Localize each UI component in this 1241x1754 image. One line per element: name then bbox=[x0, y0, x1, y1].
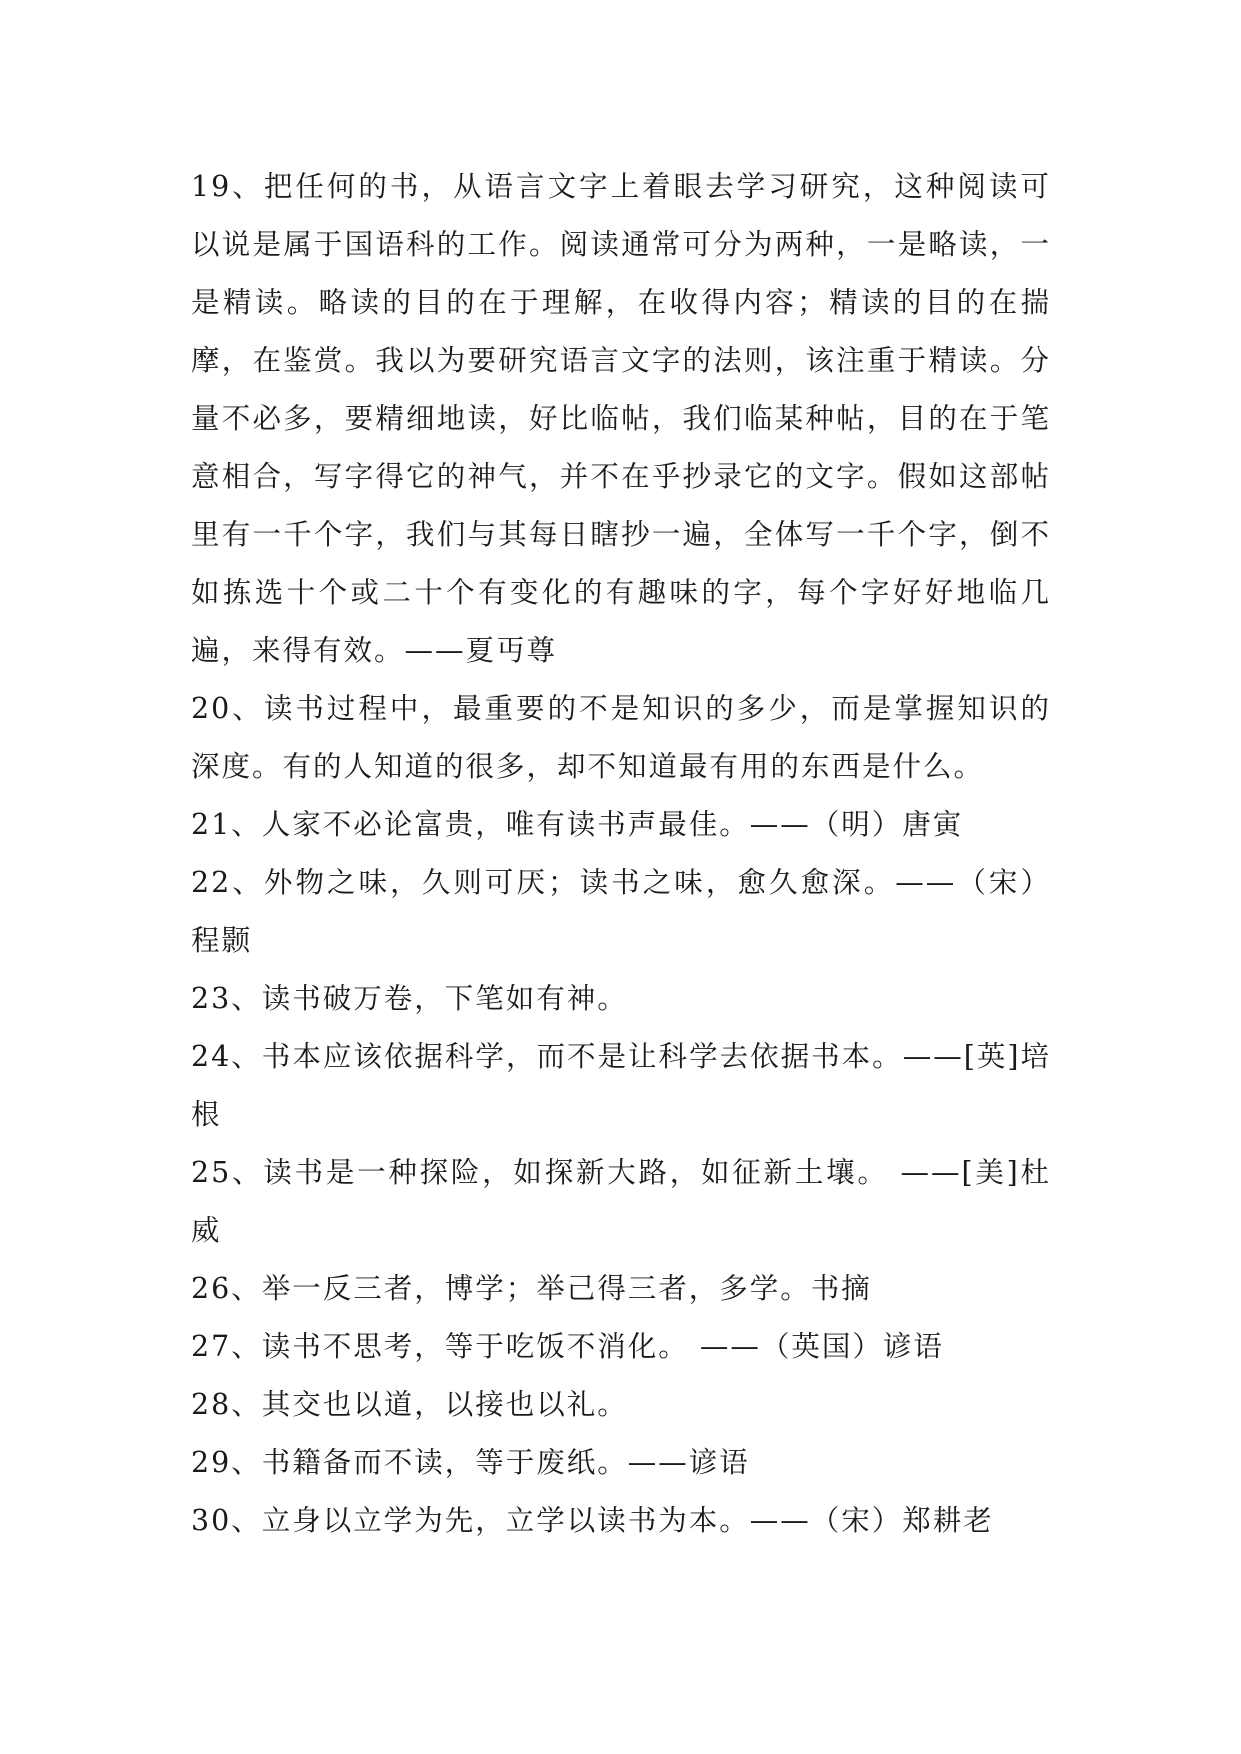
quote-paragraph-26: 26、举一反三者，博学；举己得三者，多学。书摘 bbox=[191, 1272, 872, 1305]
quote-paragraph-25: 25、读书是一种探险，如探新大路，如征新土壤。 ——[美]杜威 bbox=[191, 1156, 1051, 1247]
quote-paragraph-23: 23、读书破万卷，下笔如有神。 bbox=[191, 982, 628, 1015]
quote-paragraph-21: 21、人家不必论富贵，唯有读书声最佳。——（明）唐寅 bbox=[191, 808, 964, 841]
quote-paragraph-24: 24、书本应该依据科学，而不是让科学去依据书本。——[英]培根 bbox=[191, 1040, 1051, 1131]
quote-paragraph-22: 22、外物之味，久则可厌；读书之味，愈久愈深。——（宋）程颢 bbox=[191, 866, 1051, 957]
quote-paragraph-27: 27、读书不思考，等于吃饭不消化。 ——（英国）谚语 bbox=[191, 1330, 944, 1363]
quote-paragraph-19: 19、把任何的书，从语言文字上着眼去学习研究，这种阅读可以说是属于国语科的工作。阅读通常可分为两种，一是略读，一是精读。略读的目的在于理解，在收得内容；精读的目的在揣摩，在鉴赏。我以为要研究语言文字的法则，该注重于精读。分量不必多，要精细地读，好比临帖，我们临某种帖，目的在于笔意相合，写字得它的神气，并不在乎抄录它的文字。假如这部帖里有一千个字，我们与其每日瞎抄一遍，全体写一千个字，倒不如拣选十个或二十个有变化的有趣味的字，每个字好好地临几遍，来得有效。——夏丏尊 bbox=[191, 170, 1051, 667]
quote-paragraph-30: 30、立身以立学为先，立学以读书为本。——（宋）郑耕老 bbox=[191, 1504, 994, 1537]
document-body bbox=[191, 158, 1051, 1550]
quote-paragraph-29: 29、书籍备而不读，等于废纸。——谚语 bbox=[191, 1446, 750, 1479]
quote-paragraph-28: 28、其交也以道，以接也以礼。 bbox=[191, 1388, 628, 1421]
quote-paragraph-20: 20、读书过程中，最重要的不是知识的多少，而是掌握知识的深度。有的人知道的很多，却不知道最有用的东西是什么。 bbox=[191, 692, 1051, 783]
